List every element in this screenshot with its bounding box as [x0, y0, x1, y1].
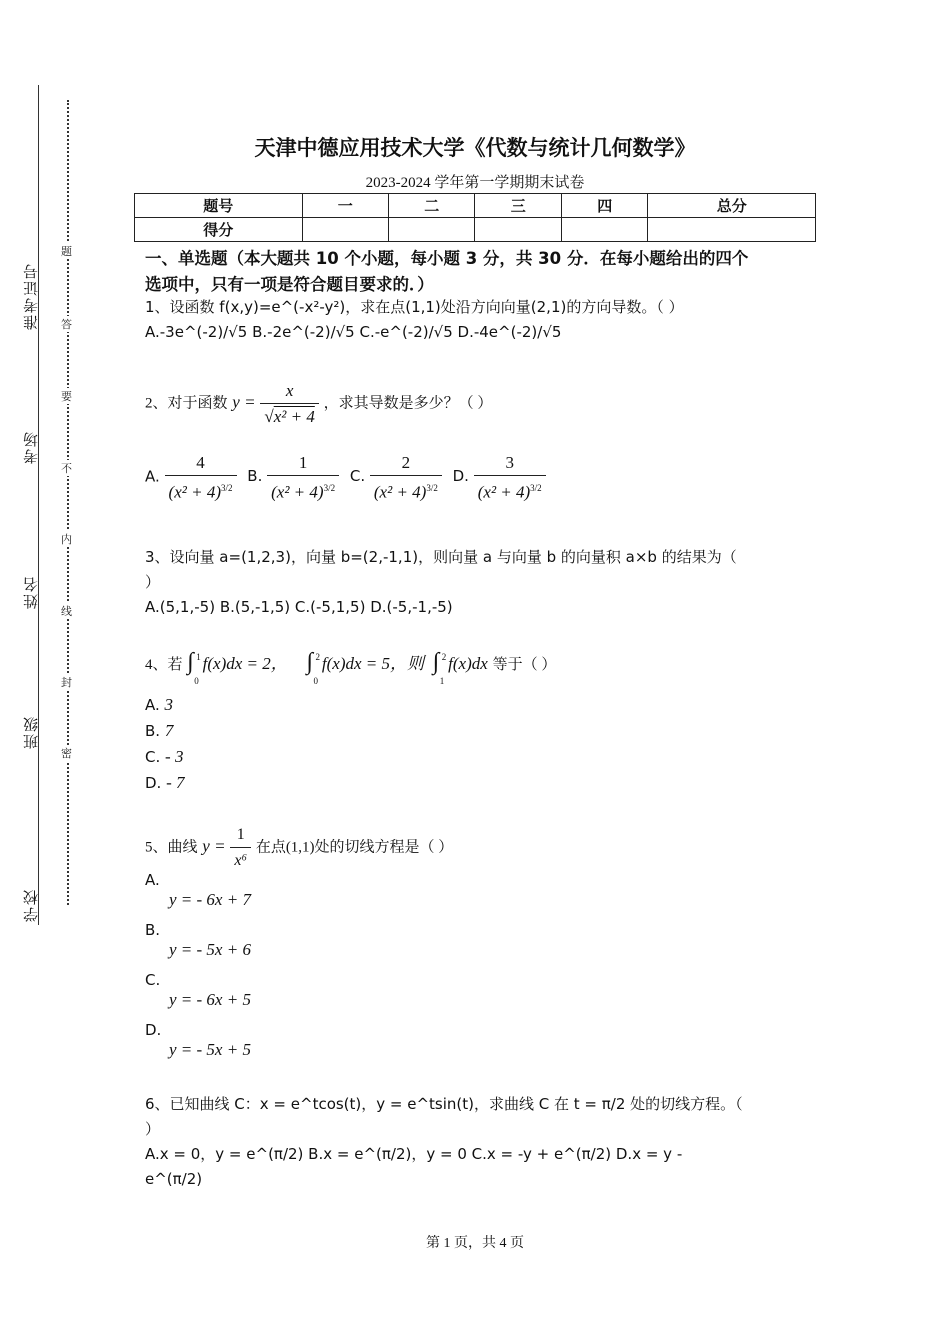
question-2-options: A. $\frac{4}{(x^2 + 4)^{3/2}}$ B. $\frac{1}{(x^2 + 4)^{3/2}}$ C. $\frac{2}{(x^2 + 4)^{3/2}}$ D. $\frac{3}{(x^2 + 4)^{3/2}}$ — [145, 450, 825, 505]
option: B. 7 — [145, 721, 174, 740]
score-table — [134, 193, 816, 242]
seal-char: 不 — [61, 462, 72, 475]
section-heading: 一、单选题（本大题共 10 个小题，每小题 3 分，共 30 分．在每小题给出的四个 选项中，只有一项是符合题目要求的．） — [145, 249, 749, 294]
question-6: 6、已知曲线 C：x = e^tcos(t)，y = e^tsin(t)，求曲线 C 在 t = π/2 处的切线方程。（ ） A.x = 0，y = e^(π/2) B.x = e^(π/2)，y = 0 C.x = -y + e^(π/2) D.x = y - e^(π/2) — [145, 1092, 825, 1192]
score-table-header-row — [135, 194, 816, 218]
fraction: $\frac{4}{(x^2 + 4)^{3/2}}$ — [165, 450, 237, 505]
question-5-options — [145, 868, 445, 1068]
fraction: $\frac{3}{(x^2 + 4)^{3/2}}$ — [474, 450, 546, 505]
question-options: A.-3e^(-2)/√5 B.-2e^(-2)/√5 C.-e^(-2)/√5 D.-4e^(-2)/√5 — [145, 323, 562, 341]
question-options: A.(5,1,-5) B.(5,-1,5) C.(-5,1,5) D.(-5,-1,-5) — [145, 598, 453, 616]
score-cell: 总分 — [648, 194, 816, 218]
score-cell — [388, 218, 474, 242]
label-exam-id: 准考证号 — [22, 262, 40, 330]
fraction: $\frac{x}{\text{√x² + 4}}$ — [260, 378, 318, 429]
fraction: $\frac{1}{\text{x⁶}}$ — [230, 822, 251, 873]
option: C. y = - 6x + 5 — [145, 971, 251, 1009]
question-stem: 3、设向量 a=(1,2,3)，向量 b=(2,-1,1)，则向量 a 与向量 b 的向量积 a×b 的结果为（ — [145, 548, 737, 566]
label-school: 学校 — [22, 888, 40, 922]
question-stem: 1、设函数 f(x,y)=e^(-x²-y²)，求在点(1,1)处沿方向向量(2,1)的方向导数。（ ） — [145, 298, 684, 316]
question-4-options — [145, 692, 345, 796]
page-number: 第 1 页，共 4 页 — [426, 1236, 524, 1251]
exam-title: 天津中德应用技术大学《代数与统计几何数学》 — [254, 136, 696, 160]
option: A. y = - 6x + 7 — [145, 871, 251, 909]
binding-line-solid — [38, 85, 39, 925]
exam-subtitle: 2023-2024 学年第一学期期末试卷 — [365, 175, 585, 191]
question-options: A.x = 0，y = e^(π/2) B.x = e^(π/2)，y = 0 C.x = -y + e^(π/2) D.x = y - — [145, 1145, 683, 1163]
option: D. - 7 — [145, 773, 185, 792]
score-table-score-row — [135, 218, 816, 242]
question-5: 5、曲线 y = $\frac{1}{\text{x⁶}}$ 在点(1,1)处的切线方程是（ ） — [145, 822, 825, 873]
label-class: 班级 — [22, 715, 40, 749]
score-cell: 题号 — [135, 194, 303, 218]
question-2: 2、对于函数 y = $\frac{x}{\text{√x² + 4}}$ ，求其导数是多少？（ ） — [145, 378, 825, 429]
score-cell — [475, 218, 561, 242]
seal-char: 答 — [61, 318, 72, 331]
score-cell: 得分 — [135, 218, 303, 242]
score-cell — [648, 218, 816, 242]
score-cell: 一 — [302, 194, 388, 218]
question-3: 3、设向量 a=(1,2,3)，向量 b=(2,-1,1)，则向量 a 与向量 b 的向量积 a×b 的结果为（ ） A.(5,1,-5) B.(5,-1,5) C.(-5,1,5) D.(-5,-1,-5) — [145, 545, 825, 620]
seal-char: 密 — [61, 747, 72, 760]
seal-char: 要 — [61, 390, 72, 403]
score-cell: 四 — [561, 194, 647, 218]
seal-char: 封 — [61, 676, 72, 689]
question-1 — [145, 295, 825, 345]
option: A. 3 — [145, 695, 174, 714]
score-cell — [302, 218, 388, 242]
score-cell — [561, 218, 647, 242]
score-cell: 二 — [388, 194, 474, 218]
fraction: $\frac{2}{(x^2 + 4)^{3/2}}$ — [370, 450, 442, 505]
seal-char: 题 — [61, 245, 72, 258]
question-stem: 6、已知曲线 C：x = e^tcos(t)，y = e^tsin(t)，求曲线 C 在 t = π/2 处的切线方程。（ — [145, 1095, 743, 1113]
seal-char: 内 — [61, 533, 72, 546]
option: C. - 3 — [145, 747, 184, 766]
seal-char: 线 — [61, 605, 72, 618]
question-4: 4、若 ∫ 1 0 f(x)dx = 2， ∫ 2 0 f(x)dx = 5，则 ∫ 2 1 f(x)dx 等于（ ） — [145, 649, 557, 686]
fraction: $\frac{1}{(x^2 + 4)^{3/2}}$ — [267, 450, 339, 505]
option: D. y = - 5x + 5 — [145, 1021, 251, 1059]
label-exam-room: 考场 — [22, 430, 40, 464]
option: B. y = - 5x + 6 — [145, 921, 251, 959]
score-cell: 三 — [475, 194, 561, 218]
label-name: 姓名 — [22, 575, 40, 609]
binding-line-dotted — [67, 100, 69, 905]
